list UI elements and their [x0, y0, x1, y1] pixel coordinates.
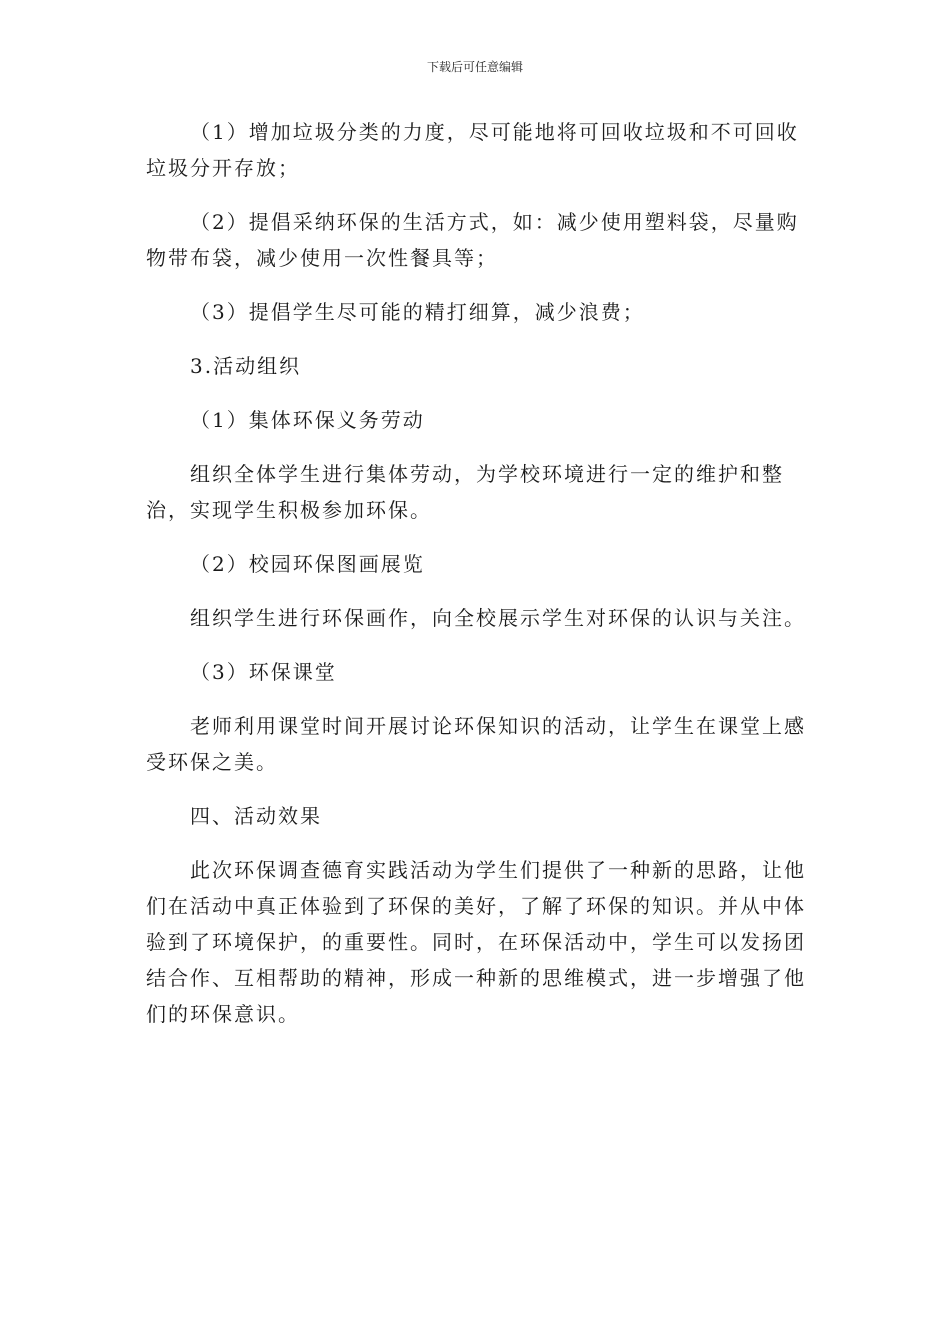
document-body: [146, 114, 811, 1032]
paragraph-item-2: （2）提倡采纳环保的生活方式，如：减少使用塑料袋，尽量购物带布袋，减少使用一次性餐具等；: [146, 210, 799, 270]
paragraph-collective-labor: 组织全体学生进行集体劳动，为学校环境进行一定的维护和整治，实现学生积极参加环保。: [146, 462, 784, 522]
paragraph-eco-classroom: 老师利用课堂时间开展讨论环保知识的活动，让学生在课堂上感受环保之美。: [146, 714, 806, 774]
paragraph-item-3: （3）提倡学生尽可能的精打细算，减少浪费；: [190, 300, 645, 324]
subheading-art-exhibition: （2）校园环保图画展览: [190, 552, 425, 576]
section-heading-activity-effect: 四、活动效果: [190, 804, 322, 828]
section-heading-activity-organization: 3.活动组织: [190, 354, 302, 378]
subheading-collective-labor: （1）集体环保义务劳动: [190, 408, 425, 432]
paragraph-activity-effect: 此次环保调查德育实践活动为学生们提供了一种新的思路，让他们在活动中真正体验到了环保的美好，了解了环保的知识。并从中体验到了环境保护，的重要性。同时，在环保活动中，学生可以发扬团结合作、互相帮助的精神，形成一种新的思维模式，进一步增强了他们的环保意识。: [146, 858, 806, 1026]
header-note: 下载后可任意编辑: [426, 60, 523, 74]
paragraph-art-exhibition: 组织学生进行环保画作，向全校展示学生对环保的认识与关注。: [190, 606, 806, 630]
paragraph-item-1: （1）增加垃圾分类的力度，尽可能地将可回收垃圾和不可回收垃圾分开存放；: [146, 120, 799, 180]
subheading-eco-classroom: （3）环保课堂: [190, 660, 337, 684]
